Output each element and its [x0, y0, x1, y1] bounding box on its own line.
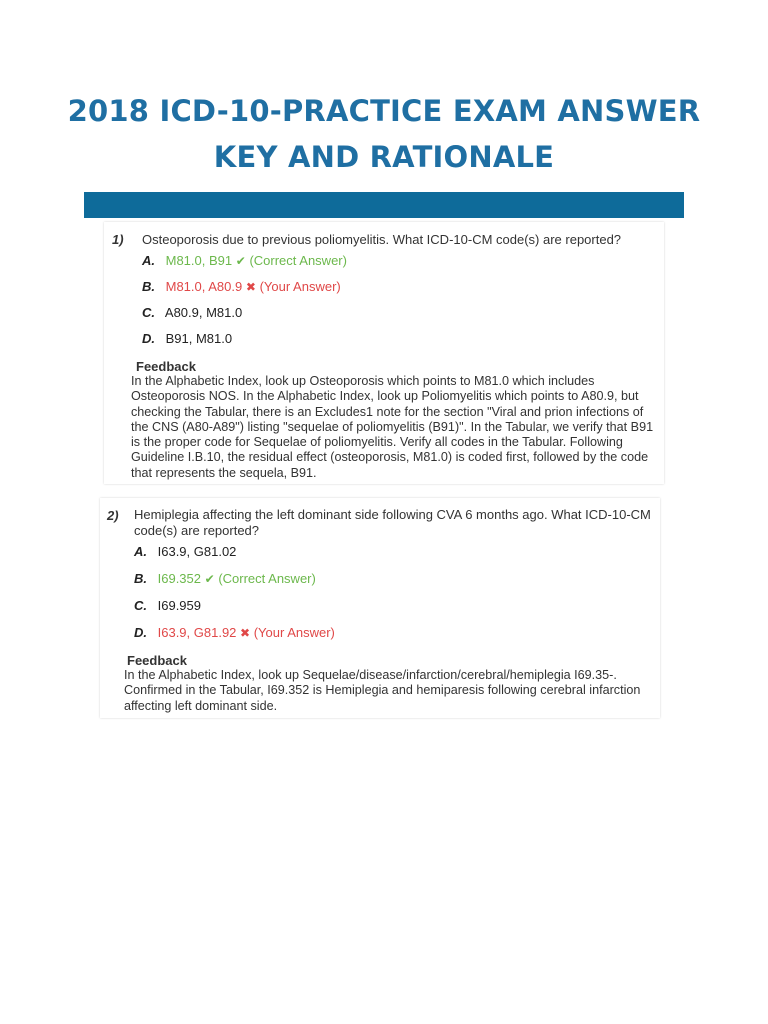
option-a [134, 544, 236, 560]
option-note: (Correct Answer) [218, 571, 316, 586]
question-text: Osteoporosis due to previous poliomyelitis. What ICD-10-CM code(s) are reported? [142, 232, 622, 247]
option-letter: A. [134, 544, 147, 559]
feedback-text: In the Alphabetic Index, look up Sequelae/disease/infarction/cerebral/hemiplegia I69.35-. Confirmed in the Tabular, I69.352 is Hemiplegia and hemiparesis following cerebral infarction affecting left dominant side. [124, 668, 641, 713]
option-letter: C. [134, 598, 147, 613]
option-letter: D. [142, 331, 155, 346]
page-title [0, 88, 768, 180]
feedback-text: In the Alphabetic Index, look up Osteoporosis which points to M81.0 which includes Osteoporosis NOS. In the Alphabetic Index, look up Poliomyelitis which points to A80.9, but checking the Tabular, there is an Excludes1 note for the section "Viral and prion infections of the CNS (A80-A89") listing "sequelae of poliomyelitis (B91)". In the Tabular, we verify that B91 is the proper code for Sequelae of poliomyelitis. Verify all codes in the Tabular. Following Guideline I.B.10, the residual effect (osteoporosis, M81.0) is coded first, followed by the code that represents the sequela, B91. [131, 374, 654, 480]
option-a [142, 253, 347, 269]
option-value: A80.9, M81.0 [164, 305, 243, 320]
question-number: 2) [107, 508, 119, 523]
question-card-1 [104, 222, 664, 484]
option-note: (Your Answer) [259, 279, 341, 294]
header-band [84, 192, 684, 218]
option-letter: D. [134, 625, 147, 640]
page-title-line-1: 2018 ICD-10-PRACTICE EXAM ANSWER [67, 94, 701, 128]
option-value: I69.959 [157, 598, 201, 613]
option-value: M81.0, A80.9 [165, 279, 243, 294]
option-note: (Correct Answer) [249, 253, 347, 268]
x-icon: ✖ [245, 280, 256, 294]
option-value: M81.0, B91 [165, 253, 233, 268]
question-card-2 [100, 498, 660, 718]
check-icon: ✔ [204, 572, 215, 586]
option-value: I69.352 [157, 571, 201, 586]
option-d [142, 331, 232, 347]
question-number: 1) [112, 232, 124, 247]
option-letter: B. [134, 571, 147, 586]
option-note: (Your Answer) [253, 625, 335, 640]
option-c [142, 305, 242, 321]
option-letter: A. [142, 253, 155, 268]
option-b [142, 279, 341, 295]
option-c [134, 598, 201, 614]
feedback-heading: Feedback [127, 653, 187, 668]
option-d [134, 625, 335, 641]
page-title-line-2: KEY AND RATIONALE [213, 140, 555, 174]
question-text: Hemiplegia affecting the left dominant side following CVA 6 months ago. What ICD-10-CM code(s) are reported? [134, 507, 651, 538]
option-letter: B. [142, 279, 155, 294]
feedback-heading: Feedback [136, 359, 196, 374]
option-value: B91, M81.0 [165, 331, 233, 346]
option-b [134, 571, 316, 587]
option-value: I63.9, G81.02 [157, 544, 237, 559]
option-letter: C. [142, 305, 155, 320]
option-value: I63.9, G81.92 [157, 625, 237, 640]
check-icon: ✔ [235, 254, 246, 268]
x-icon: ✖ [240, 626, 251, 640]
